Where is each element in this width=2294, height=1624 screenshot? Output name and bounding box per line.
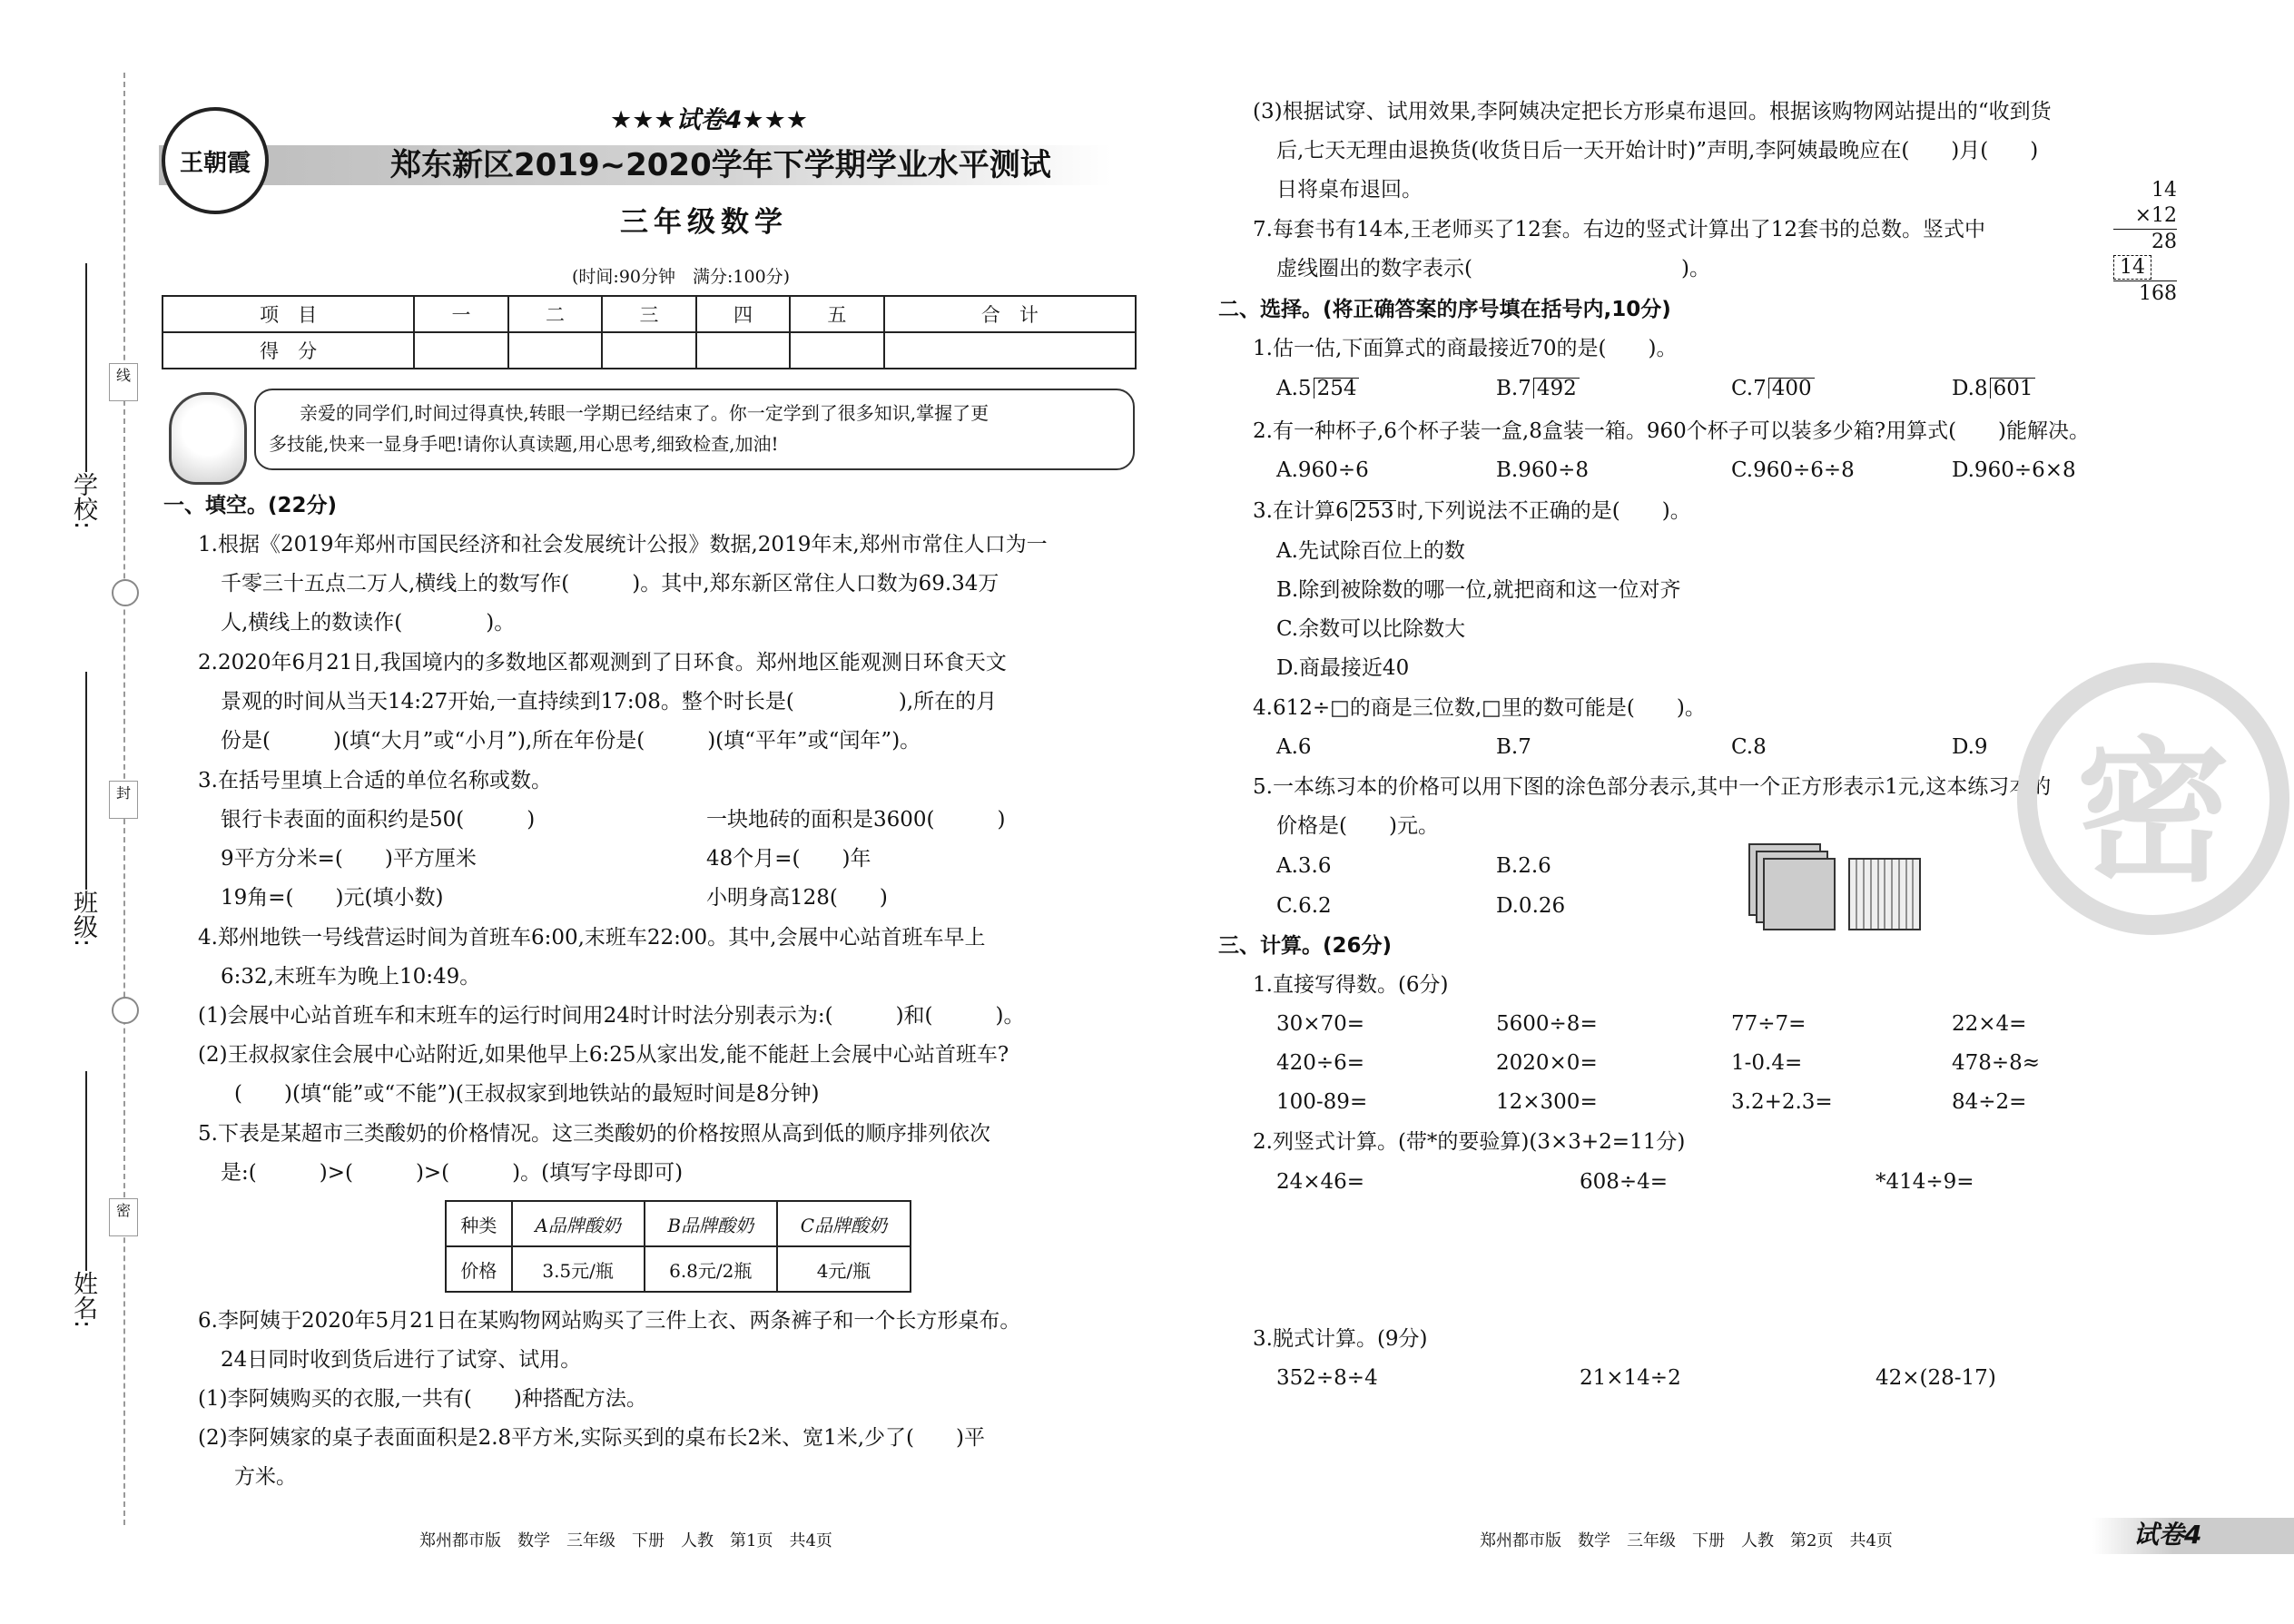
- question-text: 1.根据《2019年郑州市国民经济和社会发展统计公报》数据,2019年末,郑州市常住人口为一: [198, 533, 1048, 556]
- question-text: (1)李阿姨购买的衣服,一共有( )种搭配方法。: [198, 1387, 647, 1411]
- question-text: 3.脱式计算。(9分): [1253, 1327, 1428, 1351]
- greeting-line: 亲爱的同学们,时间过得真快,转眼一学期已经结束了。你一定学到了很多知识,掌握了更: [300, 402, 989, 424]
- calc-item: 1-0.4=: [1731, 1051, 1803, 1075]
- vert-line-circled: 14: [2113, 255, 2177, 281]
- calc-item: 608÷4=: [1580, 1170, 1669, 1194]
- option[interactable]: D.0.26: [1496, 894, 1566, 918]
- page-footer-left: 郑州都市版 数学 三年级 下册 人教 第1页 共4页: [419, 1531, 832, 1550]
- calc-item: *414÷9=: [1876, 1170, 1974, 1194]
- question-text: 银行卡表面的面积约是50( ): [221, 808, 536, 832]
- table-cell: 种类: [446, 1201, 512, 1246]
- option[interactable]: C.余数可以比除数大: [1276, 617, 1466, 641]
- question-text: 3.在括号里填上合适的单位名称或数。: [198, 769, 552, 792]
- option[interactable]: B.除到被除数的哪一位,就把商和这一位对齐: [1276, 578, 1681, 602]
- calc-item: 12×300=: [1496, 1090, 1598, 1114]
- question-text: (2)李阿姨家的桌子表面面积是2.8平方米,实际买到的桌布长2米、宽1米,少了( )平: [198, 1426, 985, 1450]
- question-text: 方米。: [234, 1465, 297, 1489]
- calc-item: 5600÷8=: [1496, 1012, 1598, 1036]
- table-cell: 价格: [446, 1246, 512, 1292]
- calc-item: 22×4=: [1952, 1012, 2027, 1036]
- calc-item: 30×70=: [1276, 1012, 1365, 1036]
- question-text: 2.2020年6月21日,我国境内的多数地区都观测到了日环食。郑州地区能观测日环食天文: [198, 651, 1007, 674]
- section-title: 一、填空。(22分): [163, 494, 338, 517]
- score-cell: 得 分: [162, 332, 414, 369]
- score-input[interactable]: [696, 332, 790, 369]
- calc-item: 352÷8÷4: [1276, 1366, 1378, 1390]
- table-cell: 3.5元/瓶: [512, 1246, 645, 1292]
- question-text: 19角=( )元(填小数): [221, 886, 444, 910]
- time-info: (时间:90分钟 满分:100分): [572, 267, 791, 287]
- calc-item: 100-89=: [1276, 1090, 1368, 1114]
- question-text: 1.直接写得数。(6分): [1253, 973, 1449, 997]
- question-text: 24日同时收到货后进行了试穿、试用。: [221, 1348, 582, 1372]
- calc-item: 420÷6=: [1276, 1051, 1365, 1075]
- score-cell: 二: [508, 296, 602, 332]
- question-text: 48个月=( )年: [706, 847, 871, 871]
- score-cell: 一: [414, 296, 507, 332]
- option[interactable]: C.960÷6÷8: [1731, 458, 1855, 482]
- question-text: 1.估一估,下面算式的商最接近70的是( )。: [1253, 337, 1678, 360]
- subject-title: 三年级数学: [620, 206, 788, 239]
- option[interactable]: B.960÷8: [1496, 458, 1590, 482]
- option[interactable]: A.5 254: [1276, 375, 1359, 402]
- calc-item: 77÷7=: [1731, 1012, 1807, 1036]
- question-text: 日将桌布退回。: [1276, 178, 1423, 202]
- score-row: [162, 332, 1136, 369]
- vert-line: ×12: [2113, 203, 2177, 230]
- score-input[interactable]: [884, 332, 1136, 369]
- question-text: (1)会展中心站首班车和末班车的运行时间用24时计时法分别表示为:( )和( )。: [198, 1004, 1025, 1028]
- option[interactable]: D.8 601: [1952, 375, 2035, 402]
- ornament-icon: [112, 997, 139, 1024]
- question-text: 一块地砖的面积是3600( ): [706, 808, 1006, 832]
- question-text: ( )(填“能”或“不能”)(王叔叔家到地铁站的最短时间是8分钟): [234, 1082, 820, 1106]
- brand-logo: [162, 107, 269, 214]
- question-text: 价格是( )元。: [1276, 814, 1439, 838]
- option[interactable]: A.6: [1276, 735, 1312, 759]
- class-label: 班级:: [69, 890, 97, 948]
- ornament-icon: [112, 579, 139, 606]
- price-figure: [1748, 842, 1984, 933]
- question-text: 5.下表是某超市三类酸奶的价格情况。这三类酸奶的价格按照从高到低的顺序排列依次: [198, 1122, 990, 1146]
- score-input[interactable]: [508, 332, 602, 369]
- name-field[interactable]: [85, 1071, 87, 1271]
- confidential-watermark: [2017, 663, 2289, 935]
- score-cell: 合 计: [884, 296, 1136, 332]
- seal-mark-3: 密: [109, 1198, 138, 1236]
- question-text: 3.在计算6 253 时,下列说法不正确的是( )。: [1253, 499, 1691, 523]
- school-field[interactable]: [85, 263, 87, 472]
- page-footer-right: 郑州都市版 数学 三年级 下册 人教 第2页 共4页: [1480, 1531, 1893, 1550]
- vertical-multiplication: [2113, 178, 2177, 307]
- school-label: 学校:: [69, 472, 97, 530]
- question-text: 是:( )>( )>( )。(填写字母即可): [221, 1161, 684, 1185]
- question-text: 4.612÷□的商是三位数,□里的数可能是( )。: [1253, 696, 1706, 720]
- option[interactable]: B.7 492: [1496, 375, 1580, 402]
- score-table: [162, 295, 1137, 369]
- score-cell: 五: [790, 296, 883, 332]
- question-text: 7.每套书有14本,王老师买了12套。右边的竖式计算出了12套书的总数。竖式中: [1253, 218, 1986, 241]
- question-text: 后,七天无理由退换货(收货日后一天开始计时)”声明,李阿姨最晚应在( )月( ): [1276, 139, 2039, 162]
- option[interactable]: D.960÷6×8: [1952, 458, 2076, 482]
- table-row: [446, 1246, 911, 1292]
- score-cell: 项 目: [162, 296, 414, 332]
- option[interactable]: D.9: [1952, 735, 1988, 759]
- question-text: 千零三十五点二万人,横线上的数写作( )。其中,郑东新区常住人口数为69.34万: [221, 572, 999, 595]
- score-cell: 四: [696, 296, 790, 332]
- option[interactable]: B.2.6: [1496, 854, 1551, 878]
- question-text: 小明身高128( ): [706, 886, 888, 910]
- name-label: 姓名:: [69, 1271, 97, 1329]
- paper-badge: ★★★试卷4★★★: [610, 106, 809, 134]
- table-cell: 6.8元/2瓶: [645, 1246, 777, 1292]
- option[interactable]: D.商最接近40: [1276, 656, 1410, 680]
- question-text: 5.一本练习本的价格可以用下图的涂色部分表示,其中一个正方形表示1元,这本练习本的: [1253, 775, 2052, 799]
- mascot-avatar: [169, 392, 247, 485]
- vert-line: 168: [2113, 281, 2177, 307]
- question-text: (3)根据试穿、试用效果,李阿姨决定把长方形桌布退回。根据该购物网站提出的“收到货: [1253, 100, 2052, 123]
- paper-title: 郑东新区2019~2020学年下学期学业水平测试: [390, 147, 1051, 183]
- calc-item: 21×14÷2: [1580, 1366, 1681, 1390]
- vert-line: 14: [2151, 179, 2177, 202]
- question-text: 2.有一种杯子,6个杯子装一盒,8盒装一箱。960个杯子可以装多少箱?用算式( )能解决。: [1253, 419, 2091, 443]
- striped-square: [1849, 859, 1920, 930]
- footer-tag: 试卷4: [2133, 1520, 2202, 1550]
- question-text: 人,横线上的数读作( )。: [221, 611, 516, 635]
- calc-item: 478÷8≈: [1952, 1051, 2041, 1075]
- calc-item: 3.2+2.3=: [1731, 1090, 1833, 1114]
- option[interactable]: A.3.6: [1276, 854, 1332, 878]
- option[interactable]: C.8: [1731, 735, 1767, 759]
- calc-item: 84÷2=: [1952, 1090, 2027, 1114]
- score-cell: 三: [602, 296, 695, 332]
- table-cell: 4元/瓶: [777, 1246, 911, 1292]
- shaded-square: [1764, 859, 1835, 930]
- score-input[interactable]: [602, 332, 695, 369]
- question-text: 6:32,末班车为晚上10:49。: [221, 965, 481, 989]
- section-title: 二、选择。(将正确答案的序号填在括号内,10分): [1218, 298, 1671, 321]
- question-text: 6.李阿姨于2020年5月21日在某购物网站购买了三件上衣、两条裤子和一个长方形桌布。: [198, 1309, 1021, 1333]
- option[interactable]: C.6.2: [1276, 894, 1332, 918]
- seal-mark-1: 线: [109, 363, 138, 401]
- question-text: 景观的时间从当天14:27开始,一直持续到17:08。整个时长是( ),所在的月: [221, 690, 998, 714]
- score-input[interactable]: [790, 332, 883, 369]
- question-text: 9平方分米=( )平方厘米: [221, 847, 477, 871]
- watermark-text: 密: [2075, 723, 2230, 903]
- option[interactable]: A.先试除百位上的数: [1276, 539, 1465, 563]
- seal-mark-2: 封: [109, 781, 138, 819]
- calc-item: 42×(28-17): [1876, 1366, 1996, 1390]
- option[interactable]: B.7: [1496, 735, 1531, 759]
- score-header-row: [162, 296, 1136, 332]
- calc-item: 2020×0=: [1496, 1051, 1598, 1075]
- yogurt-price-table: [445, 1200, 911, 1293]
- option[interactable]: A.960÷6: [1276, 458, 1369, 482]
- score-input[interactable]: [414, 332, 507, 369]
- question-text: 4.郑州地铁一号线营运时间为首班车6:00,末班车22:00。其中,会展中心站首班车早上: [198, 926, 986, 950]
- question-text: (2)王叔叔家住会展中心站附近,如果他早上6:25从家出发,能不能赶上会展中心站首班车?: [198, 1043, 1009, 1067]
- question-text: 份是( )(填“大月”或“小月”),所在年份是( )(填“平年”或“闰年”)。: [221, 729, 921, 753]
- table-row: [446, 1201, 911, 1246]
- option[interactable]: C.7 400: [1731, 375, 1815, 402]
- table-cell: B品牌酸奶: [645, 1201, 777, 1246]
- section-title: 三、计算。(26分): [1218, 934, 1393, 958]
- logo-text: 王朝霞: [179, 149, 251, 177]
- question-text: 虚线圈出的数字表示( )。: [1276, 257, 1710, 281]
- calc-item: 24×46=: [1276, 1170, 1365, 1194]
- table-cell: A品牌酸奶: [512, 1201, 645, 1246]
- question-text: 2.列竖式计算。(带*的要验算)(3×3+2=11分): [1253, 1130, 1686, 1154]
- greeting-line: 多技能,快来一显身手吧!请你认真读题,用心思考,细致检查,加油!: [269, 433, 779, 455]
- table-cell: C品牌酸奶: [777, 1201, 911, 1246]
- class-field[interactable]: [85, 672, 87, 890]
- vert-line: 28: [2151, 231, 2177, 253]
